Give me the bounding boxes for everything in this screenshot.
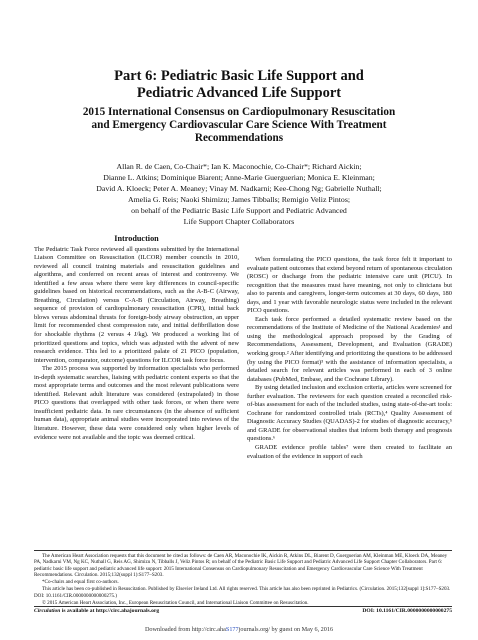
author-line: on behalf of the Pediatric Basic Life Support and Pediatric Advanced	[131, 205, 347, 215]
main-title-line: Pediatric Advanced Life Support	[136, 85, 342, 101]
section-heading-introduction: Introduction	[114, 234, 159, 243]
right-column	[247, 256, 452, 461]
copyright-note: © 2015 American Heart Association, Inc., European Resuscitation Council, and International Liaison Committee on Resuscitation.	[42, 599, 309, 606]
journal-divider	[34, 606, 452, 607]
page-number-link[interactable]: S177	[225, 626, 239, 633]
paragraph: GRADE evidence profile tables⁷ were then created to facilitate an evaluation of the evidence in support of each	[247, 444, 452, 460]
author-line: Life Support Chapter Collaborators	[183, 216, 295, 226]
paragraph: The Pediatric Task Force reviewed all questions submitted by the International Liaison Committee on Resuscitation (ILCOR) member councils in 2010, reviewed all council training materials and resuscitation guidelines and algorithms, and conferred on recent areas of interest and controversy. We identified a few areas where there were key differences in council-specific guidelines based on historical recommendations, such as the A-B-C (Airway, Breathing, Circulation) versus C-A-B (Circulation, Airway, Breathing) sequence of provision of cardiopulmonary resuscitation (CPR), initial back blows versus abdominal thrusts for foreign-body airway obstruction, an upper limit for recommended chest compression rate, and initial defibrillation dose for shockable rhythms (2 versus 4 J/kg). We produced a working list of prioritized questions and topics, which was adjusted with the advent of new research evidence. This led to a prioritized palate of 21 PICO (population, intervention, comparator, outcome) questions for ILCOR task force focus.	[34, 245, 239, 364]
main-title	[20, 68, 458, 102]
doi-label: DOI: 10.1161/CIR.0000000000000275	[362, 608, 452, 614]
paragraph: By using detailed inclusion and exclusion criteria, articles were screened for further evaluation. The reviewers for each question created a reconciled risk-of-bias assessment for each of the included studies, using state-of-the-art tools: Cochrane for randomized controlled trials (RCTs),⁴ Quality Assessment of Diagnostic Accuracy Studies (QUADAS)-2 for studies of diagnostic accuracy,⁵ and GRADE for observational studies that inform both therapy and prognosis questions.⁶	[247, 384, 452, 443]
subtitle	[20, 106, 458, 145]
author-line: Allan R. de Caen, Co-Chair*; Ian K. Maconochie, Co-Chair*; Richard Aickin;	[116, 162, 362, 171]
download-prefix: Downloaded from http://circ.aha	[144, 626, 226, 633]
citation-note: The American Heart Association requests that this document be cited as follows: de Caen AR, Maconochie IK, Aickin R, Atkins DL, Biarent D, Guerguerian AM, Kleinman ME, Kloeck DA, Meaney PA, Nadkarni VM, Ng KC, Nuthall G, Reis AG, Shimizu N, Tibballs J, Veliz Pintos R; on behalf of the Pediatric Basic Life Support and Pediatric Advanced Life Support Chapter Collaborators. Part 6: pediatric basic life support and pediatric advanced life support: 2015 International Consensus on Cardiopulmonary Resuscitation and Emergency Cardiovascular Care Science With Treatment Recommendations. Circulation. 2015;132(suppl 1):S177–S203.	[34, 553, 448, 579]
download-middle: journals.org/	[238, 626, 270, 633]
subtitle-line: Recommendations	[194, 132, 284, 144]
download-suffix: by guest on May 6, 2016	[269, 626, 334, 633]
main-title-line: Part 6: Pediatric Basic Life Support and	[114, 68, 364, 84]
download-banner	[0, 626, 478, 633]
journal-name: Circulation	[34, 608, 61, 614]
author-line: Dianne L. Atkins; Dominique Biarent; Anne-Marie Guerguerian; Monica E. Kleinman;	[103, 172, 375, 182]
author-list	[20, 162, 458, 227]
left-column	[34, 235, 239, 442]
footnotes	[34, 553, 452, 607]
journal-availability[interactable]	[34, 608, 159, 614]
paragraph: When formulating the PICO questions, the task force felt it important to evaluate patient outcomes that extend beyond return of spontaneous circulation (ROSC) or discharge from the pediatric intensive care unit (PICU). In recognition that the measures must have meaning, not only to clinicians but also to parents and caregivers, longer-term outcomes at 30 days, 60 days, 180 days, and 1 year with favorable neurologic status were included in the relevant PICO questions.	[247, 256, 452, 315]
footnote-divider	[34, 550, 452, 551]
copublished-note: This article has been co-published in Resuscitation. Published by Elsevier Ireland Ltd. All rights reserved. This article has also been reprinted in Pediatrics. (Circulation. 2015;132[suppl 1]:S177–S203. DOI: 10.1161/CIR.0000000000000275.)	[34, 586, 451, 599]
paragraph: The 2015 process was supported by information specialists who performed in-depth systematic searches, liaising with pediatric content experts so that the most appropriate terms and outcomes and the most relevant publications were identified. Relevant adult literature was considered (extrapolated) in those PICO questions that overlapped with other task forces, or when there were insufficient pediatric data. In rare circumstances (in the absence of sufficient human data), appropriate animal studies were incorporated into reviews of the literature. However, these data were considered only when higher levels of evidence were not available and the topic was deemed critical.	[34, 365, 239, 441]
author-line: David A. Kloeck; Peter A. Meaney; Vinay M. Nadkarni; Kee-Chong Ng; Gabrielle Nuthall;	[96, 183, 382, 193]
paragraph: Each task force performed a detailed systematic review based on the recommendations of the Institute of Medicine of the National Academies¹ and using the methodological approach proposed by the Grading of Recommendations, Assessment, Development, and Evaluation (GRADE) working group.² After identifying and prioritizing the questions to be addressed (by using the PICO format)³ with the assistance of information specialists, a detailed search for relevant articles was performed in each of 3 online databases (PubMed, Embase, and the Cochrane Library).	[247, 315, 452, 383]
cochair-note: *Co-chairs and equal first co-authors.	[42, 579, 119, 586]
subtitle-line: 2015 International Consensus on Cardiopulmonary Resuscitation	[82, 106, 396, 118]
subtitle-line: and Emergency Cardiovascular Care Science With Treatment	[91, 119, 387, 131]
author-line: Amelia G. Reis; Naoki Shimizu; James Tibballs; Remigio Veliz Pintos;	[127, 194, 351, 204]
journal-url: is available at http://circ.ahajournals.org	[60, 608, 160, 614]
